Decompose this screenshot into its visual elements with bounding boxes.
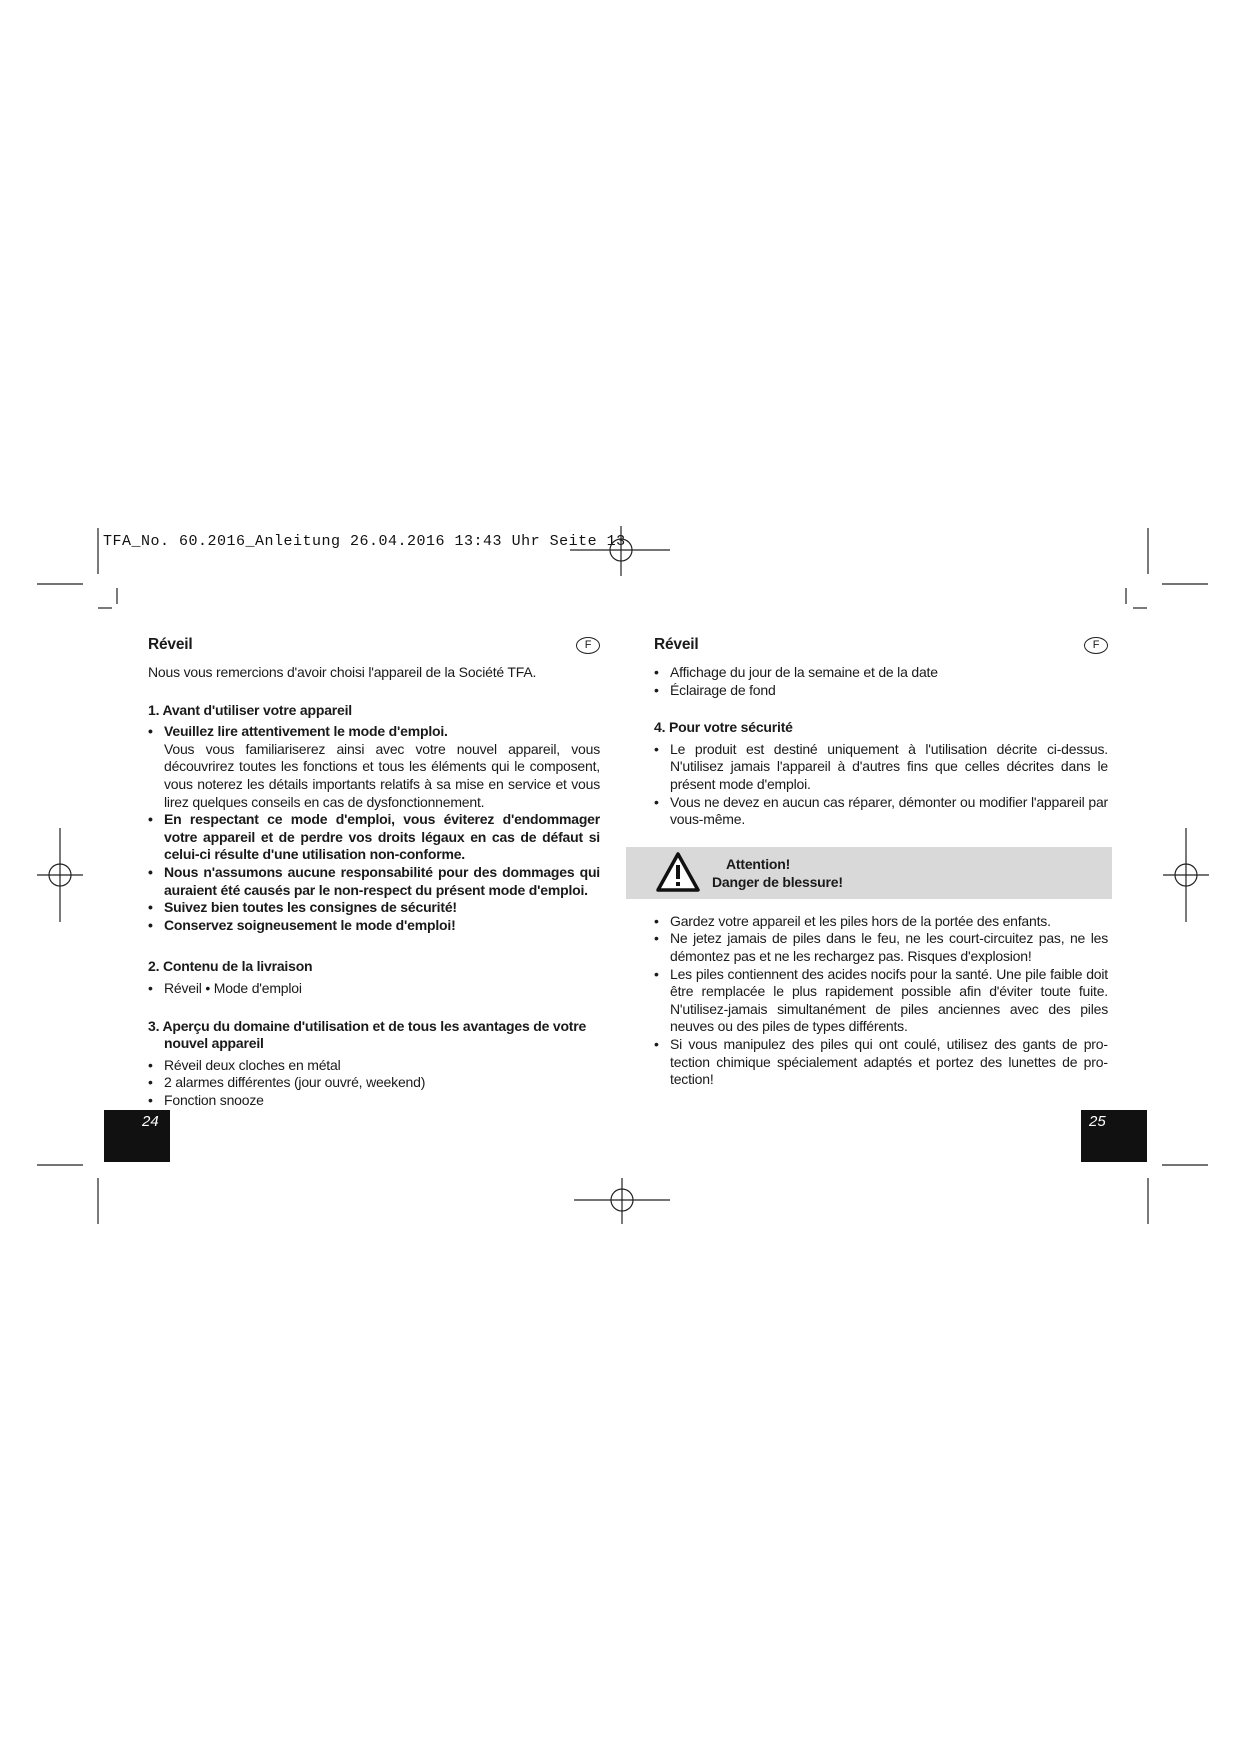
section-heading: 1. Avant d'utiliser votre appareil [148,701,352,718]
list-item: • Si vous manipulez des piles qui ont coulé, utilisez des gants de protection chimique spécialement adaptés et portez des lunettes de protection! [654,1036,1108,1089]
right-page [654,636,1108,1089]
instruction-list [148,723,600,934]
page-title: Réveil [148,636,193,653]
list-item: • Gardez votre appareil et les piles hors de la portée des enfants. [654,913,1108,931]
right-page-header [654,636,1108,658]
list-item: • Réveil • Mode d'emploi [148,980,600,998]
warning-title: Attention! [726,855,791,872]
left-page [148,636,600,1109]
left-page-header [148,636,600,658]
print-slug-line: TFA_No. 60.2016_Anleitung 26.04.2016 13:43 Uhr Seite 13 [103,533,626,550]
list-item: • Conservez soigneusement le mode d'emploi! [148,917,600,935]
feature-list [148,1057,600,1110]
list-item: • Fonction snooze [148,1092,600,1110]
section-overview [148,1018,600,1110]
list-item: • Réveil deux cloches en métal [148,1057,600,1075]
section-delivery-contents [148,958,600,997]
battery-safety-list [654,913,1108,1089]
list-item: • Les piles contiennent des acides nocifs pour la santé. Une pile faible doit être remplacée le plus rapidement possible afin d'éviter toute fuite. N'utilisez-jamais simultanément de piles anciennes avec des piles neuves ou des piles de types différents. [654,966,1108,1036]
section-heading: 4. Pour votre sécurité [654,719,793,736]
section-heading: 3. Aperçu du domaine d'utilisation et de tous les avantages de votre nouvel appareil [148,1017,587,1052]
warning-text [712,855,843,891]
list-item: • Vous ne devez en aucun cas réparer, démonter ou modifier l'appareil par vous-même. [654,794,1108,829]
list-item: • Affichage du jour de la semaine et de la date [654,664,1108,682]
section-heading: 2. Contenu de la livraison [148,958,313,975]
list-item [148,723,600,811]
list-item: • Suivez bien toutes les consignes de sécurité! [148,899,600,917]
list-item: • En respectant ce mode d'emploi, vous éviterez d'endommager votre appareil et de perdre vos droits légaux en cas de défaut si celui-ci résulte d'une utilisation non-conforme. [148,811,600,864]
list-item-note: Vous vous familiariserez ainsi avec votre nouvel appareil, vous découvrirez toutes les fonctions et tous les éléments qui le composent, vous noterez les détails importants relatifs à sa mise en service et vous lirez quelques conseils en cas de dysfonctionnement. [164,740,600,810]
list-item-text: Veuillez lire attentivement le mode d'emploi. [164,723,448,740]
warning-triangle-icon [656,852,700,892]
page-number-right: 25 [1081,1110,1147,1162]
warning-subtitle: Danger de blessure! [712,873,843,890]
list-item: • Nous n'assumons aucune responsabilité pour des dommages qui auraient été causés par le non-respect du présent mode d'emploi. [148,864,600,899]
safety-list [654,741,1108,829]
list-item: • Le produit est destiné uniquement à l'utilisation décrite ci-dessus. N'utilisez jamais l'appareil à d'autres fins que celles décrites dans le présent mode d'emploi. [654,741,1108,794]
list-item: • Éclairage de fond [654,682,1108,700]
feature-list-continued [654,664,1108,699]
section-safety [654,719,1108,829]
language-badge: F [1084,637,1108,654]
page-title: Réveil [654,636,699,653]
language-badge: F [576,637,600,654]
section-before-use [148,702,600,935]
page-number-left: 24 [104,1110,170,1162]
list-item: • 2 alarmes différentes (jour ouvré, weekend) [148,1074,600,1092]
intro-paragraph: Nous vous remercions d'avoir choisi l'appareil de la Société TFA. [148,664,537,680]
delivery-list [148,980,600,998]
warning-box [626,847,1112,899]
list-item: • Ne jetez jamais de piles dans le feu, ne les court-circuitez pas, ne les démontez pas et ne les rechargez pas. Risques d'explosion! [654,930,1108,965]
